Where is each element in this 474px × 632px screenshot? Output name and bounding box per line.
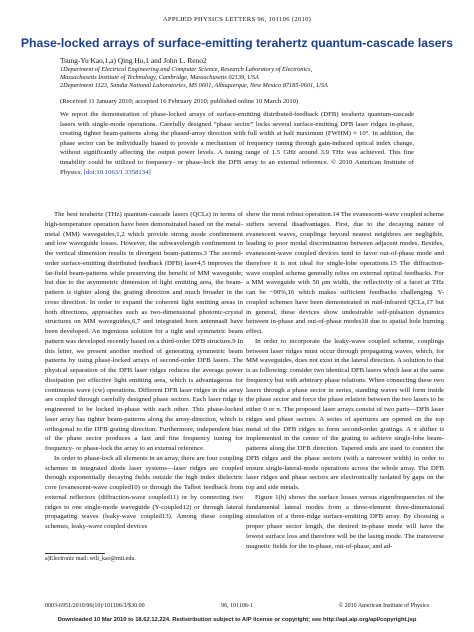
footer-issn: 0003-6951/2010/96(10)/101106/3/$30.00: [45, 603, 145, 609]
body-paragraph: show the most robust operation.14 The evanescent-wave coupled scheme suffers several disadvantages. First, due to the decaying nature of evanescent waves, couplings beyond nearest neighbors are negligible, leading to poor modal discrimination between adjacent modes. Besides, evanescent-wave coupled devices tend to favor out-of-phase mode and therefore it is not ideal for single-lobe operations.15 The diffraction-wave coupled scheme generally relies on external optical feedbacks. For a MM waveguide with 50 μm width, the reflectivity of a facet at THz can be ~90%,16 which makes sufficient feedbacks challenging. Y-coupled schemes have been demonstrated in mid-infrared QCLs,17 but in general, these devices show undesirable self-pulsation dynamics between in-phase and out-of-phase modes18 due to spatial hole burning effect.: [246, 211, 445, 335]
affiliation-2: 2Department 1123, Sandia National Laboratories, MS 0601, Albuquerque, New Mexico 87185-0601, USA: [60, 82, 328, 89]
body-paragraph: Figure 1(b) shows the surface losses versus eigenfrequencies of the fundamental lateral modes from a three-element three-dimensional simulation of a three-ridge surface-emitting DFB array. By choosing a proper phase sector length, the desired in-phase mode will have the lowest surface loss and therefore will be the lasing mode. The transverse magnetic fields for the in-phase, out-of-phase, and ad-: [246, 493, 444, 550]
footnote-email: a)Electronic mail: wilt_kao@mit.edu.: [45, 556, 136, 562]
abstract-text: We report the demonstration of phase-locked arrays of surface-emitting distributed-feedback (DFB) terahertz quantum-cascade lasers with single-mode operations. Carefully designed “phase sector” locks several surface-emitting DFB laser ridges in-phase, creating tighter beam-patterns along the phased-array direction with full width at half maximum (FWHM) ≈ 10°. In addition, the phase sector can be individually biased to provide a mechanism of frequency tuning through gain-induced optical index change, without significantly affecting the output power levels. A tuning range of 1.5 GHz around 3.9 THz was achieved. This fine tunability could be utilized to frequency- or phase-lock the DFB array to an external reference. © 2010 American Institute of Physics.: [60, 111, 414, 176]
footer-page-number: 96, 101106-1: [221, 603, 253, 609]
affiliation-1-line-1: 1Department of Electrical Engineering and Computer Science, Research Laboratory of Electronics,: [60, 66, 313, 73]
body-paragraph: In order to phase-lock all elements in an array, there are four coupling schemes in integrated diode laser systems—laser ridges are coupled through exponentially decaying fields outside the high index dielectric core (evanescent-wave coupled10) or through the Talbot feedback from external reflectors (diffraction-wave coupled11) or by connecting two ridges to one single-mode waveguide (Y-coupled12) or through lateral propagating waves (leaky-wave coupled13). Among these coupling schemes, leaky-wave coupled devices: [45, 454, 243, 530]
left-column: [45, 210, 243, 532]
body-paragraph: In order to incorporate the leaky-wave coupled scheme, couplings between laser ridges must occur through propagating waves, which, for MM waveguides, does not exist in the lateral direction. A solution to that is as following: consider two identical DFB lasers which lase at the same frequency but with arbitrary phase relations. When connecting these two lasers through a phase sector in series, standing waves will form inside the phase sector and force the phase relation between the two lasers to be either 0 or π. The proposed laser arrays consist of two parts—DFB laser ridges and phase sectors. A series of apertures are opened on the top metal of the DFB ridges to form second-order gratings. A π shifter is implemented in the center of the grating to achieve single-lobe beam-patterns along the DFB direction. Tapered ends are used to connect the DFB ridges and the phase sectors (with a narrower width) in order to ensure single-lateral-mode operations across the whole array. The DFB laser ridges and phase sectors are electronically isolated by gaps on the top and side metals.: [246, 337, 444, 491]
paper-title: Phase-locked arrays of surface-emitting terahertz quantum-cascade lasers: [20, 36, 454, 50]
right-column: [246, 210, 444, 551]
doi-link[interactable]: [doi:10.1063/1.3358134]: [83, 168, 151, 176]
received-dates: (Received 11 January 2010; accepted 16 February 2010; published online 10 March 2010): [60, 98, 299, 105]
abstract: [60, 110, 414, 177]
journal-header: APPLIED PHYSICS LETTERS 96, 101106 (2010): [162, 16, 312, 23]
footnote-divider: [45, 553, 105, 554]
footer-copyright: © 2010 American Institute of Physics: [338, 603, 429, 609]
body-paragraph: The best terahertz (THz) quantum-cascade lasers (QCLs) in terms of high-temperature operation have been demonstrated based on the metal-metal (MM) waveguides,1,2 which provide strong mode confinement and low waveguide losses. However, the subwavelength confinement in the vertical dimension results in divergent beam-patterns.3 The second-order surface-emitting distributed feedback (DFB) laser4,5 improves the far-field beam-patterns while preserving the benefit of MM waveguide; but due to the asymmetric dimension of light emitting area, the beam-pattern is tighter along the grating direction and much broader in the cross direction. In order to expand the coherent light emitting areas in both directions, approaches such as two-dimensional photonic-crystal structures on MM waveguides,6,7 and integrated horn antennas8 have been developed. An ingenious solution for a tight and symmetric beam pattern was developed recently based on a third-order DFB structure.9 In this letter, we present another method of generating symmetric beam patterns by using phase-locked arrays of second-order DFB lasers. The physical separation of the DFB laser ridges reduces the average power dissipation per effective light emitting area, which is advantageous for continuous wave (cw) operations. Different DFB laser ridges in the array are coupled through carefully designed phase sectors. Each laser ridge is engineered to be locked in-phase with each other. This phase-locked laser array has tighter beam-patterns along the array-direction, which is orthogonal to the DFB grating direction. Furthermore, independent bias of the phase sector produces a fast and fine frequency tuning for frequency- or phase-lock the array to an external reference.: [45, 211, 243, 452]
author-list: Tsung-Yu Kao,1,a) Qing Hu,1 and John L. Reno2: [60, 56, 207, 65]
affiliation-1-line-2: Massachusetts Institute of Technology, Cambridge, Massachusetts 02139, USA: [60, 74, 259, 81]
download-notice: Downloaded 10 Mar 2010 to 18.62.12.224. Redistribution subject to AIP license or copyright; see http://apl.aip.org/apl/copyright.jsp: [57, 617, 417, 623]
